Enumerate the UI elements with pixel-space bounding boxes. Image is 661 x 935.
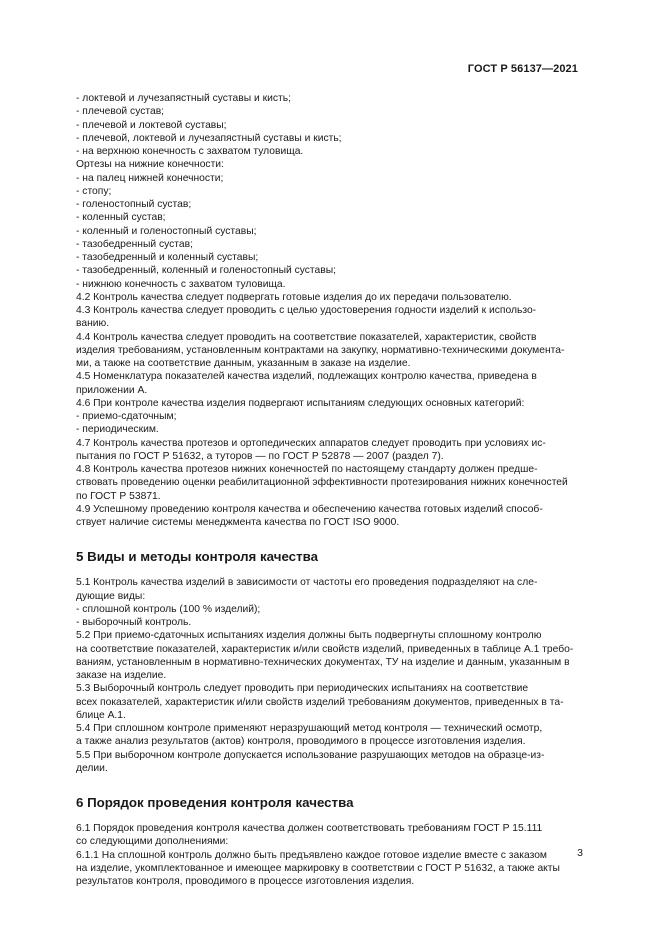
list-item: - локтевой и лучезапястный суставы и кисть;: [76, 93, 291, 104]
clause-line: приложении А.: [76, 384, 148, 396]
list-item: - на верхнюю конечность с захватом туловища.: [76, 146, 304, 157]
clause-line: по ГОСТ Р 53871.: [76, 490, 161, 502]
clause-line: ствует наличие системы менеджмента качества по ГОСТ ISO 9000.: [76, 517, 400, 528]
clause-line: делии.: [76, 762, 108, 774]
clause-line: блице А.1.: [76, 709, 126, 721]
clause-line: ствовать проведению оценки реабилитационной эффективности протезирования нижних конечностей: [76, 477, 568, 489]
list-item: - на палец нижней конечности;: [76, 172, 224, 184]
document-number: ГОСТ Р 56137—2021: [467, 63, 578, 75]
clause-line: результатов контроля, проводимого в процессе изготовления изделия.: [76, 876, 415, 887]
clause-4-8: [76, 463, 584, 503]
clause-5-5: [76, 749, 584, 776]
clause-line: 5.2 При приемо-сдаточных испытаниях изделия должны быть подвергнуты сплошному контролю: [76, 630, 542, 642]
list-item: - выборочный контроль.: [76, 617, 192, 628]
list-item: - плечевой и локтевой суставы;: [76, 119, 227, 131]
clause-line: 6.1 Порядок проведения контроля качества должен соответствовать требованиям ГОСТ Р 15.111: [76, 823, 543, 834]
list-item: - нижнюю конечность с захватом туловища.: [76, 278, 286, 290]
clause-line: на изделие, укомплектованное и имеющее маркировку в соответствии с ГОСТ Р 51632, а также акты: [76, 862, 560, 874]
clause-line: 4.7 Контроль качества протезов и ортопедических аппаратов следует проводить при условиях ис-: [76, 437, 546, 449]
clause-4-3: [76, 304, 584, 331]
clause-4-2: 4.2 Контроль качества следует подвергать готовые изделия до их передачи пользователю.: [76, 291, 512, 303]
clause-5-3: [76, 682, 584, 722]
clause-line: 5.4 При сплошном контроле применяют неразрушающий метод контроля — технический осмотр,: [76, 723, 543, 734]
clause-line: на соответствие показателей, характеристик и/или свойств изделий, приведенных в таблице А.1 требо-: [76, 643, 574, 655]
clause-4-5: [76, 370, 584, 397]
clause-line: 4.5 Номенклатура показателей качества изделий, подлежащих контролю качества, приведена в: [76, 371, 537, 383]
list-item: - сплошной контроль (100 % изделий);: [76, 603, 261, 615]
page-number: 3: [577, 847, 583, 859]
clause-line: ванию.: [76, 318, 110, 330]
list-item: - плечевой, локтевой и лучезапястный суставы и кисть;: [76, 132, 342, 144]
clause-line: дующие виды:: [76, 590, 146, 602]
list-item: - коленный и голеностопный суставы;: [76, 225, 257, 237]
clause-5-2: [76, 629, 584, 682]
clause-5-4: [76, 722, 584, 749]
list-item: - тазобедренный и коленный суставы;: [76, 252, 259, 263]
list-item: - периодическим.: [76, 424, 159, 436]
clause-line: а также анализ результатов (актов) контроля, проводимого в процессе изготовления изделия.: [76, 736, 526, 748]
clause-4-4: [76, 331, 584, 371]
clause-4-7: [76, 437, 584, 464]
page-content: [76, 92, 584, 888]
clause-4-9: [76, 503, 584, 530]
section-6-heading: 6 Порядок проведения контроля качества: [76, 795, 354, 810]
list-item: - тазобедренный, коленный и голеностопный суставы;: [76, 265, 336, 277]
clause-line: 4.4 Контроль качества следует проводить на соответствие показателей, характеристик, свойств: [76, 331, 537, 343]
clause-line: изделия требованиям, установленным контрактами на закупку, нормативно-техническими документа-: [76, 344, 565, 356]
clause-line: пытания по ГОСТ Р 51632, а туторов — по ГОСТ Р 52878 — 2007 (раздел 7).: [76, 450, 444, 462]
clause-line: 4.3 Контроль качества следует проводить с целью удостоверения годности изделий к использо-: [76, 305, 537, 316]
list-item: - стопу;: [76, 185, 112, 197]
clause-line: 5.1 Контроль качества изделий в зависимости от частоты его проведения подразделяют на сле-: [76, 577, 538, 589]
clause-5-1: [76, 576, 584, 629]
list-item: - приемо-сдаточным;: [76, 411, 177, 422]
clause-6-1: [76, 822, 584, 849]
list-item: - тазобедренный сустав;: [76, 238, 193, 250]
list-lower: [76, 172, 584, 291]
list-item: - плечевой сустав;: [76, 106, 165, 118]
list-upper: [76, 92, 584, 158]
clause-line: со следующими дополнениями:: [76, 836, 229, 848]
clause-line: ваниям, установленным в нормативно-технических документах, ТУ на изделие и данным, указанным в: [76, 656, 570, 668]
clause-line: 5.5 При выборочном контроле допускается использование разрушающих методов на образце-из-: [76, 749, 545, 761]
clause-line: 4.8 Контроль качества протезов нижних конечностей по настоящему стандарту должен предше-: [76, 464, 538, 475]
clause-line: 5.3 Выборочный контроль следует проводить при периодических испытаниях на соответствие: [76, 683, 529, 695]
section-5-heading: 5 Виды и методы контроля качества: [76, 549, 318, 565]
clause-4-6: 4.6 При контроле качества изделия подвергают испытаниям следующих основных категорий:: [76, 397, 525, 409]
list-item: - голеностопный сустав;: [76, 199, 192, 210]
list-item: - коленный сустав;: [76, 212, 166, 224]
clause-line: ми, а также на соответствие данным, указанным в заказе на изделие.: [76, 358, 411, 369]
clause-6-1-1: [76, 849, 584, 889]
clause-line: 6.1.1 На сплошной контроль должно быть предъявлено каждое готовое изделие вместе с заказом: [76, 849, 548, 861]
clause-line: всех показателей, характеристик и/или свойств изделий требованиям документов, приведенных в та-: [76, 696, 564, 708]
clause-line: 4.9 Успешному проведению контроля качества и обеспечению качества готовых изделий способ-: [76, 503, 543, 515]
clause-line: заказе на изделие.: [76, 670, 167, 681]
lower-limb-heading: Ортезы на нижние конечности:: [76, 159, 224, 171]
